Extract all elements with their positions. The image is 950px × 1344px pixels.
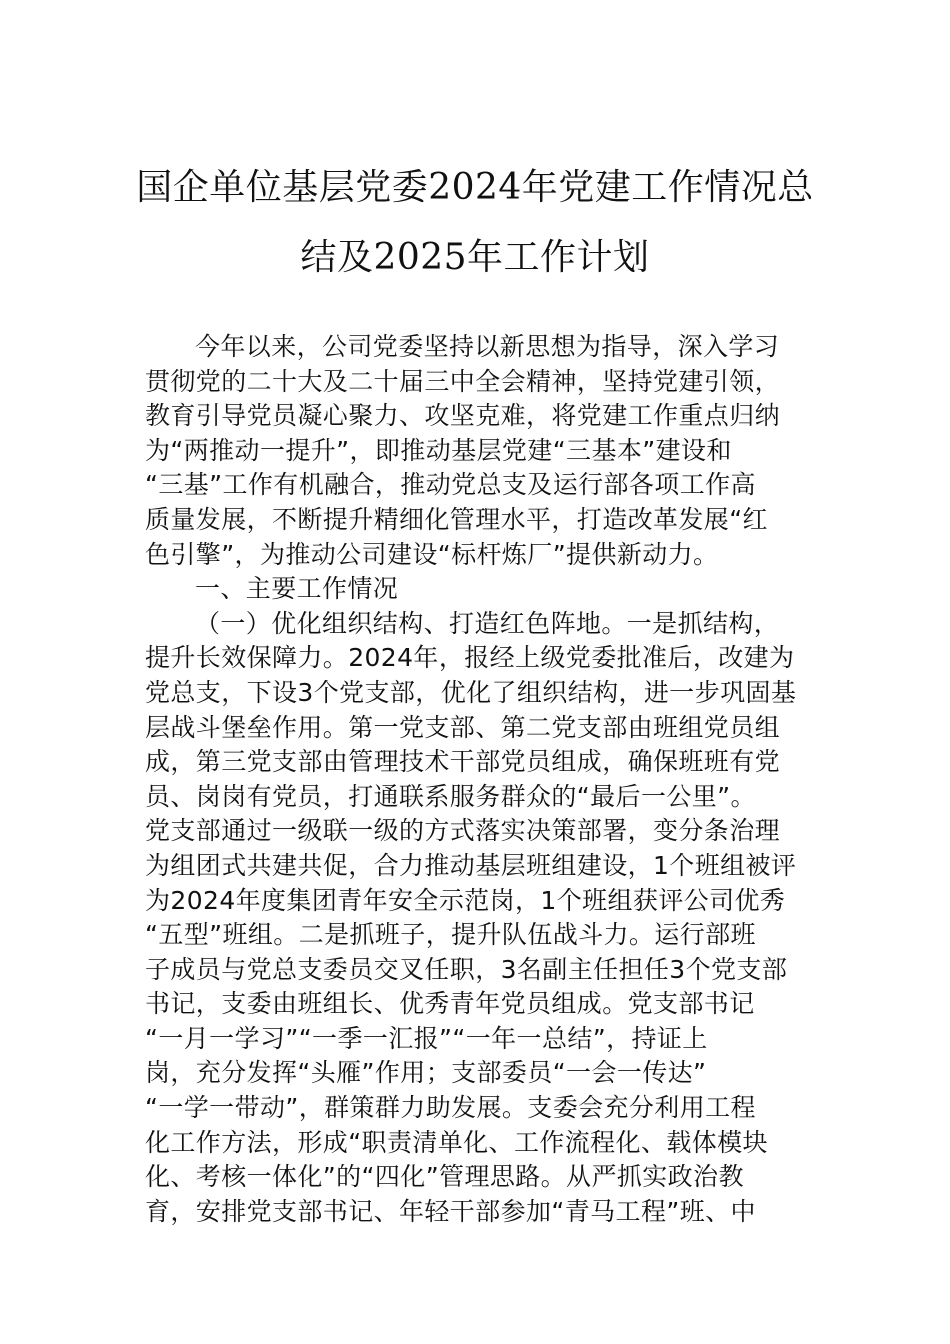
body-line: “五型”班组。二是抓班子，提升队伍战斗力。运行部班 — [145, 920, 756, 950]
body-line: 教育引导党员凝心聚力、攻坚克难，将党建工作重点归纳 — [145, 401, 781, 431]
document-title-line-1: 国企单位基层党委2024年党建工作情况总 — [136, 167, 814, 208]
section-heading: 一、主要工作情况 — [195, 574, 399, 604]
document-body — [145, 330, 810, 1229]
body-line: “一学一带动”，群策群力助发展。支委会充分利用工程 — [145, 1093, 756, 1123]
body-line: 质量发展，不断提升精细化管理水平，打造改革发展“红 — [145, 504, 768, 534]
body-line: 层战斗堡垒作用。第一党支部、第二党支部由班组党员组 — [145, 712, 781, 742]
body-line: 为组团式共建共促，合力推动基层班组建设，1个班组被评 — [145, 850, 797, 880]
body-line: 色引擎”，为推动公司建设“标杆炼厂”提供新动力。 — [145, 539, 719, 569]
body-line: 育，安排党支部书记、年轻干部参加“青马工程”班、中 — [145, 1196, 756, 1226]
body-line: （一）优化组织结构、打造红色阵地。一是抓结构， — [195, 608, 780, 638]
body-line: 为2024年度集团青年安全示范岗，1个班组获评公司优秀 — [145, 885, 786, 915]
document-title-line-2: 结及2025年工作计划 — [300, 237, 650, 278]
body-line: 员、岗岗有党员，打通联系服务群众的“最后一公里”。 — [145, 781, 756, 811]
body-line: 提升长效保障力。2024年，报经上级党委批准后，改建为 — [145, 643, 795, 673]
body-line: “三基”工作有机融合，推动党总支及运行部各项工作高 — [145, 470, 756, 500]
body-line: 为“两推动一提升”，即推动基层党建“三基本”建设和 — [145, 435, 732, 465]
body-line: 子成员与党总支委员交叉任职，3名副主任担任3个党支部 — [145, 954, 788, 984]
body-line: 贯彻党的二十大及二十届三中全会精神，坚持党建引领， — [145, 366, 781, 396]
body-line: 化工作方法，形成“职责清单化、工作流程化、载体模块 — [145, 1127, 768, 1157]
body-line: 党总支，下设3个党支部，优化了组织结构，进一步巩固基 — [145, 677, 797, 707]
body-line: 岗，充分发挥“头雁”作用；支部委员“一会一传达” — [145, 1058, 707, 1088]
body-line: 党支部通过一级联一级的方式落实决策部署，变分条治理 — [145, 816, 781, 846]
body-line: 化、考核一体化”的“四化”管理思路。从严抓实政治教 — [145, 1162, 744, 1192]
body-line: 书记，支委由班组长、优秀青年党员组成。党支部书记 — [145, 989, 755, 1019]
body-line: 成，第三党支部由管理技术干部党员组成，确保班班有党 — [145, 747, 781, 777]
body-line: “一月一学习”“一季一汇报”“一年一总结”，持证上 — [145, 1023, 708, 1053]
body-line: 今年以来，公司党委坚持以新思想为指导，深入学习 — [195, 332, 780, 361]
